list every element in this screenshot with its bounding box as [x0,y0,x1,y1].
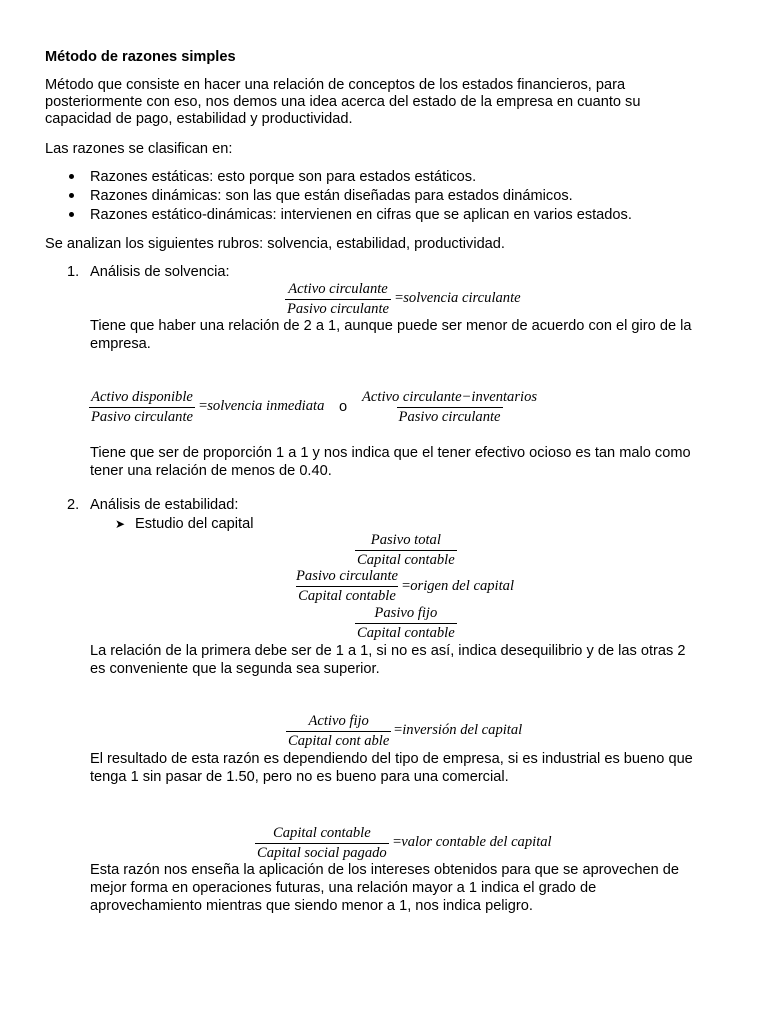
fraction-denominator: Pasivo circulante [398,409,501,425]
formula-result: solvencia inmediata [207,398,325,414]
formula-origen-capital-fraction [294,568,400,605]
fraction-denominator: Capital contable [357,552,455,568]
section-2-subtitle: Estudio del capital [135,516,254,532]
section-2-text-2-line-2: tenga 1 sin pasar de 1.50, pero no es bueno para una comercial. [90,769,509,785]
formula-solvencia-circulante-fraction [285,281,391,318]
formula-solvencia-inmediata-fraction [89,389,195,426]
page-title: Método de razones simples [45,49,236,65]
rubros-text: Se analizan los siguientes rubros: solvencia, estabilidad, productividad. [45,236,505,252]
equals-sign: = [199,398,208,414]
fraction-numerator: Activo circulante−inventarios [362,389,538,405]
section-1-text-2-line-1: Tiene que ser de proporción 1 a 1 y nos indica que el tener efectivo ocioso es tan malo como [90,445,691,461]
fraction-denominator: Capital social pagado [257,845,387,861]
intro-line-1: Método que consiste en hacer una relación de conceptos de los estados financieros, para [45,77,626,93]
fraction-numerator: Activo disponible [91,389,193,405]
equals-sign: = [394,722,403,738]
bullet-icon [69,193,74,198]
fraction-denominator: Pasivo circulante [91,409,193,425]
bullet-icon [69,212,74,217]
section-1-text-2-line-2: tener una relación de menos de 0.40. [90,463,332,479]
or-text: o [339,399,348,415]
classify-intro: Las razones se clasifican en: [45,141,233,157]
equals-sign: = [402,578,411,594]
fraction-numerator: Capital contable [273,825,371,841]
section-2-text-3-line-3: aprovechamiento mientras que siendo menor a 1, nos indica peligro. [90,898,533,914]
section-1-number: 1. [67,264,80,280]
formula-solvencia-inmediata-result [199,397,324,415]
formula-inversion-capital-fraction [286,713,391,750]
fraction-denominator: Capital contable [357,625,455,641]
formula-inversion-capital-result [394,721,522,739]
formula-pasivo-fijo-fraction [355,605,457,642]
section-2-text-3-line-1: Esta razón nos enseña la aplicación de los intereses obtenidos para que se aprovechen de [90,862,680,878]
section-2-text-1-line-2: es conveniente que la segunda sea superior. [90,661,380,677]
formula-result: inversión del capital [402,722,523,738]
formula-result: valor contable del capital [401,834,552,850]
fraction-denominator: Pasivo circulante [287,301,389,317]
formula-origen-capital-result [402,577,514,595]
fraction-denominator: Capital cont able [288,733,390,749]
section-1-title: Análisis de solvencia: [90,264,230,280]
section-2-text-1-line-1: La relación de la primera debe ser de 1 a 1, si no es así, indica desequilibrio y de las otras 2 [90,643,686,659]
formula-valor-contable-fraction [255,825,389,862]
equals-sign: = [393,834,402,850]
fraction-numerator: Pasivo circulante [296,568,398,584]
formula-prueba-acida-fraction [360,389,539,426]
section-1-text-1-line-2: empresa. [90,336,151,352]
formula-result: solvencia circulante [403,290,521,306]
fraction-numerator: Activo fijo [308,713,369,729]
section-2-text-3-line-2: mejor forma en operaciones futuras, una relación mayor a 1 indica el grado de [90,880,597,896]
arrow-bullet-icon: ➤ [115,517,126,531]
section-2-title: Análisis de estabilidad: [90,497,239,513]
list-item: Razones estático-dinámicas: intervienen en cifras que se aplican en varios estados. [90,207,632,223]
list-item: Razones estáticas: esto porque son para estados estáticos. [90,169,477,185]
section-2-text-2-line-1: El resultado de esta razón es dependiendo del tipo de empresa, si es industrial es bueno que [90,751,693,767]
intro-line-2: posteriormente con eso, nos demos una idea acerca del estado de la empresa en cuanto su [45,94,641,110]
fraction-numerator: Pasivo total [370,532,441,548]
formula-solvencia-circulante-result [395,289,521,307]
bullet-icon [69,174,74,179]
intro-line-3: capacidad de pago, estabilidad y productividad. [45,111,353,127]
formula-result: origen del capital [410,578,514,594]
fraction-numerator: Activo circulante [288,281,388,297]
equals-sign: = [395,290,404,306]
fraction-numerator: Pasivo fijo [374,605,438,621]
list-item: Razones dinámicas: son las que están diseñadas para estados dinámicos. [90,188,573,204]
fraction-denominator: Capital contable [298,588,396,604]
formula-valor-contable-result [393,833,552,851]
formula-pasivo-total-fraction [355,532,457,569]
section-1-text-1-line-1: Tiene que haber una relación de 2 a 1, aunque puede ser menor de acuerdo con el giro de la [90,318,692,334]
section-2-number: 2. [67,497,80,513]
